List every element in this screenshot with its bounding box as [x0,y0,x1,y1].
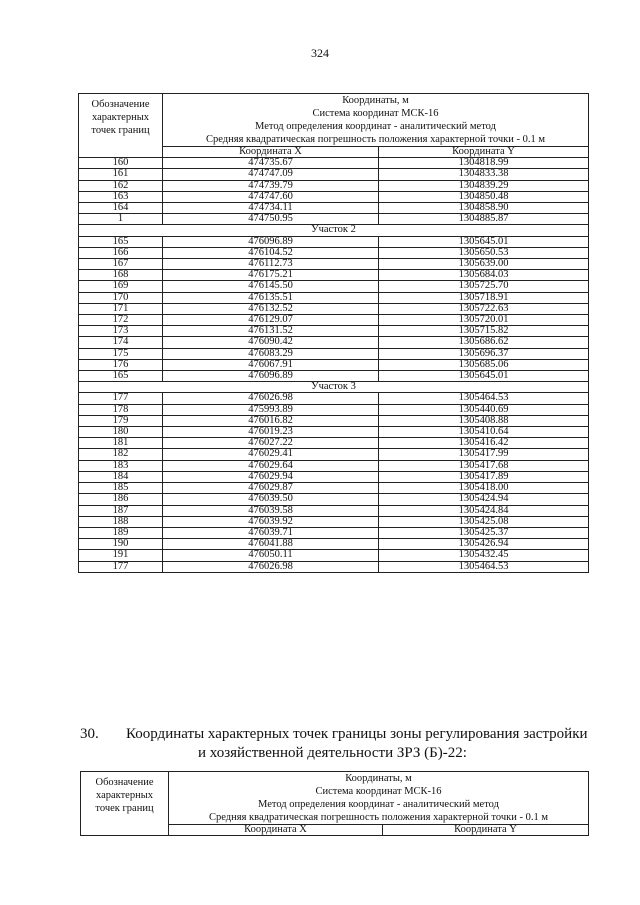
table-row [79,550,589,561]
col-x-header: Координата X [163,147,379,158]
table-row [79,169,589,180]
point-id: 183 [79,460,163,471]
table-row [79,539,589,550]
coordinates-title: Координаты, м [342,95,409,106]
table-row [79,337,589,348]
coord-x: 476039.58 [163,505,379,516]
point-id: 1 [79,214,163,225]
coord-x: 476019.23 [163,427,379,438]
table-header-row [81,772,589,825]
coordinates-title: Координаты, м [345,773,412,784]
point-id: 166 [79,247,163,258]
coord-x: 476026.98 [163,561,379,572]
designation-header: Обозначение характерных точек границ [79,94,163,158]
table-row [79,561,589,572]
point-id: 171 [79,303,163,314]
coord-x: 476112.73 [163,259,379,270]
table-row [79,247,589,258]
coord-x: 476027.22 [163,438,379,449]
point-id: 182 [79,449,163,460]
coord-y: 1304885.87 [379,214,589,225]
coord-x: 474739.79 [163,180,379,191]
point-id: 187 [79,505,163,516]
table-row [79,315,589,326]
coord-x: 476096.89 [163,371,379,382]
coord-x: 476029.94 [163,471,379,482]
table-row [79,438,589,449]
coord-x: 474750.95 [163,214,379,225]
coord-y: 1305425.08 [379,516,589,527]
accuracy-note: Средняя квадратическая погрешность положения характерной точки - 0.1 м [209,812,548,823]
coord-y: 1305464.53 [379,393,589,404]
coord-y: 1305720.01 [379,315,589,326]
coord-x: 476039.92 [163,516,379,527]
point-id: 172 [79,315,163,326]
coord-y: 1305432.45 [379,550,589,561]
point-id: 170 [79,292,163,303]
coord-y: 1305426.94 [379,539,589,550]
point-id: 177 [79,561,163,572]
coord-y: 1304839.29 [379,180,589,191]
table-row [79,214,589,225]
coord-x: 476132.52 [163,303,379,314]
coord-y: 1305696.37 [379,348,589,359]
coord-y: 1305424.94 [379,494,589,505]
coord-y: 1304818.99 [379,158,589,169]
point-id: 186 [79,494,163,505]
coord-y: 1305685.06 [379,359,589,370]
coord-y: 1304858.90 [379,203,589,214]
table-row [79,371,589,382]
point-id: 173 [79,326,163,337]
coord-x: 476039.50 [163,494,379,505]
table-row [79,270,589,281]
table-row [79,494,589,505]
point-id: 174 [79,337,163,348]
coord-y: 1304850.48 [379,191,589,202]
accuracy-note: Средняя квадратическая погрешность положения характерной точки - 0.1 м [206,134,545,145]
point-id: 175 [79,348,163,359]
point-id: 179 [79,415,163,426]
coord-x: 476129.07 [163,315,379,326]
table-row [79,236,589,247]
col-y-header: Координата Y [383,825,589,836]
coord-y: 1305417.68 [379,460,589,471]
table-header-row [79,94,589,147]
coordinate-system: Система координат МСК-16 [315,786,442,797]
coord-x: 476096.89 [163,236,379,247]
point-id: 177 [79,393,163,404]
determination-method: Метод определения координат - аналитический метод [255,121,496,132]
table-row [79,505,589,516]
point-id: 168 [79,270,163,281]
coord-y: 1305722.63 [379,303,589,314]
table-row [79,303,589,314]
coord-x: 474735.67 [163,158,379,169]
coord-x: 476029.87 [163,483,379,494]
table-row [79,460,589,471]
coord-y: 1305417.89 [379,471,589,482]
table-row [79,471,589,482]
coord-y: 1305645.01 [379,371,589,382]
page-number: 324 [311,46,329,60]
table-row [79,527,589,538]
coord-y: 1305645.01 [379,236,589,247]
coord-x: 476104.52 [163,247,379,258]
coord-y: 1305410.64 [379,427,589,438]
coord-y: 1305639.00 [379,259,589,270]
coordinates-header [163,94,589,147]
point-id: 180 [79,427,163,438]
point-id: 191 [79,550,163,561]
point-id: 165 [79,371,163,382]
coord-y: 1305408.88 [379,415,589,426]
coord-y: 1305464.53 [379,561,589,572]
table-row [79,415,589,426]
point-id: 160 [79,158,163,169]
coord-y: 1305650.53 [379,247,589,258]
table-row [79,191,589,202]
designation-header: Обозначение характерных точек границ [81,772,169,836]
point-id: 178 [79,404,163,415]
coord-x: 476029.41 [163,449,379,460]
coord-x: 476083.29 [163,348,379,359]
table-row [79,326,589,337]
coordinates-table-1 [78,93,589,573]
coordinates-table-2 [80,771,589,836]
table-row [79,348,589,359]
point-id: 188 [79,516,163,527]
paragraph-line-1: Координаты характерных точек границы зоны регулирования застройки [126,726,588,742]
point-id: 164 [79,203,163,214]
point-id: 169 [79,281,163,292]
coord-x: 474747.09 [163,169,379,180]
point-id: 184 [79,471,163,482]
table-row [79,292,589,303]
table-row [79,393,589,404]
coord-x: 474734.11 [163,203,379,214]
coord-y: 1305440.69 [379,404,589,415]
point-id: 189 [79,527,163,538]
table-row [79,203,589,214]
coord-y: 1305425.37 [379,527,589,538]
coord-x: 475993.89 [163,404,379,415]
coordinates-header [169,772,589,825]
section-title: Участок 2 [79,225,589,236]
coord-x: 476016.82 [163,415,379,426]
coord-x: 476145.50 [163,281,379,292]
coord-x: 476026.98 [163,393,379,404]
point-id: 163 [79,191,163,202]
paragraph-line-2: и хозяйственной деятельности ЗРЗ (Б)-22: [198,745,467,761]
coord-y: 1305725.70 [379,281,589,292]
coord-y: 1305718.91 [379,292,589,303]
coord-x: 476135.51 [163,292,379,303]
coord-x: 476029.64 [163,460,379,471]
coord-y: 1304833.38 [379,169,589,180]
section-row [79,225,589,236]
point-id: 165 [79,236,163,247]
table-row [79,449,589,460]
point-id: 181 [79,438,163,449]
coord-y: 1305684.03 [379,270,589,281]
section-title: Участок 3 [79,382,589,393]
col-x-header: Координата X [169,825,383,836]
coord-x: 476090.42 [163,337,379,348]
col-y-header: Координата Y [379,147,589,158]
point-id: 167 [79,259,163,270]
point-id: 176 [79,359,163,370]
table-row [79,427,589,438]
point-id: 162 [79,180,163,191]
table-row [79,359,589,370]
table-row [79,404,589,415]
coord-x: 476131.52 [163,326,379,337]
table-row [79,259,589,270]
point-id: 161 [79,169,163,180]
paragraph-number: 30. [80,726,99,742]
determination-method: Метод определения координат - аналитический метод [258,799,499,810]
table-row [79,483,589,494]
coord-x: 474747.60 [163,191,379,202]
coord-x: 476041.88 [163,539,379,550]
coord-x: 476067.91 [163,359,379,370]
coord-x: 476039.71 [163,527,379,538]
table-row [79,281,589,292]
table-row [79,180,589,191]
point-id: 190 [79,539,163,550]
coordinate-system: Система координат МСК-16 [312,108,439,119]
coord-x: 476050.11 [163,550,379,561]
table-row [79,158,589,169]
point-id: 185 [79,483,163,494]
coord-y: 1305418.00 [379,483,589,494]
coord-y: 1305715.82 [379,326,589,337]
section-row [79,382,589,393]
coord-x: 476175.21 [163,270,379,281]
coord-y: 1305686.62 [379,337,589,348]
coord-y: 1305424.84 [379,505,589,516]
coord-y: 1305417.99 [379,449,589,460]
coord-y: 1305416.42 [379,438,589,449]
table-row [79,516,589,527]
